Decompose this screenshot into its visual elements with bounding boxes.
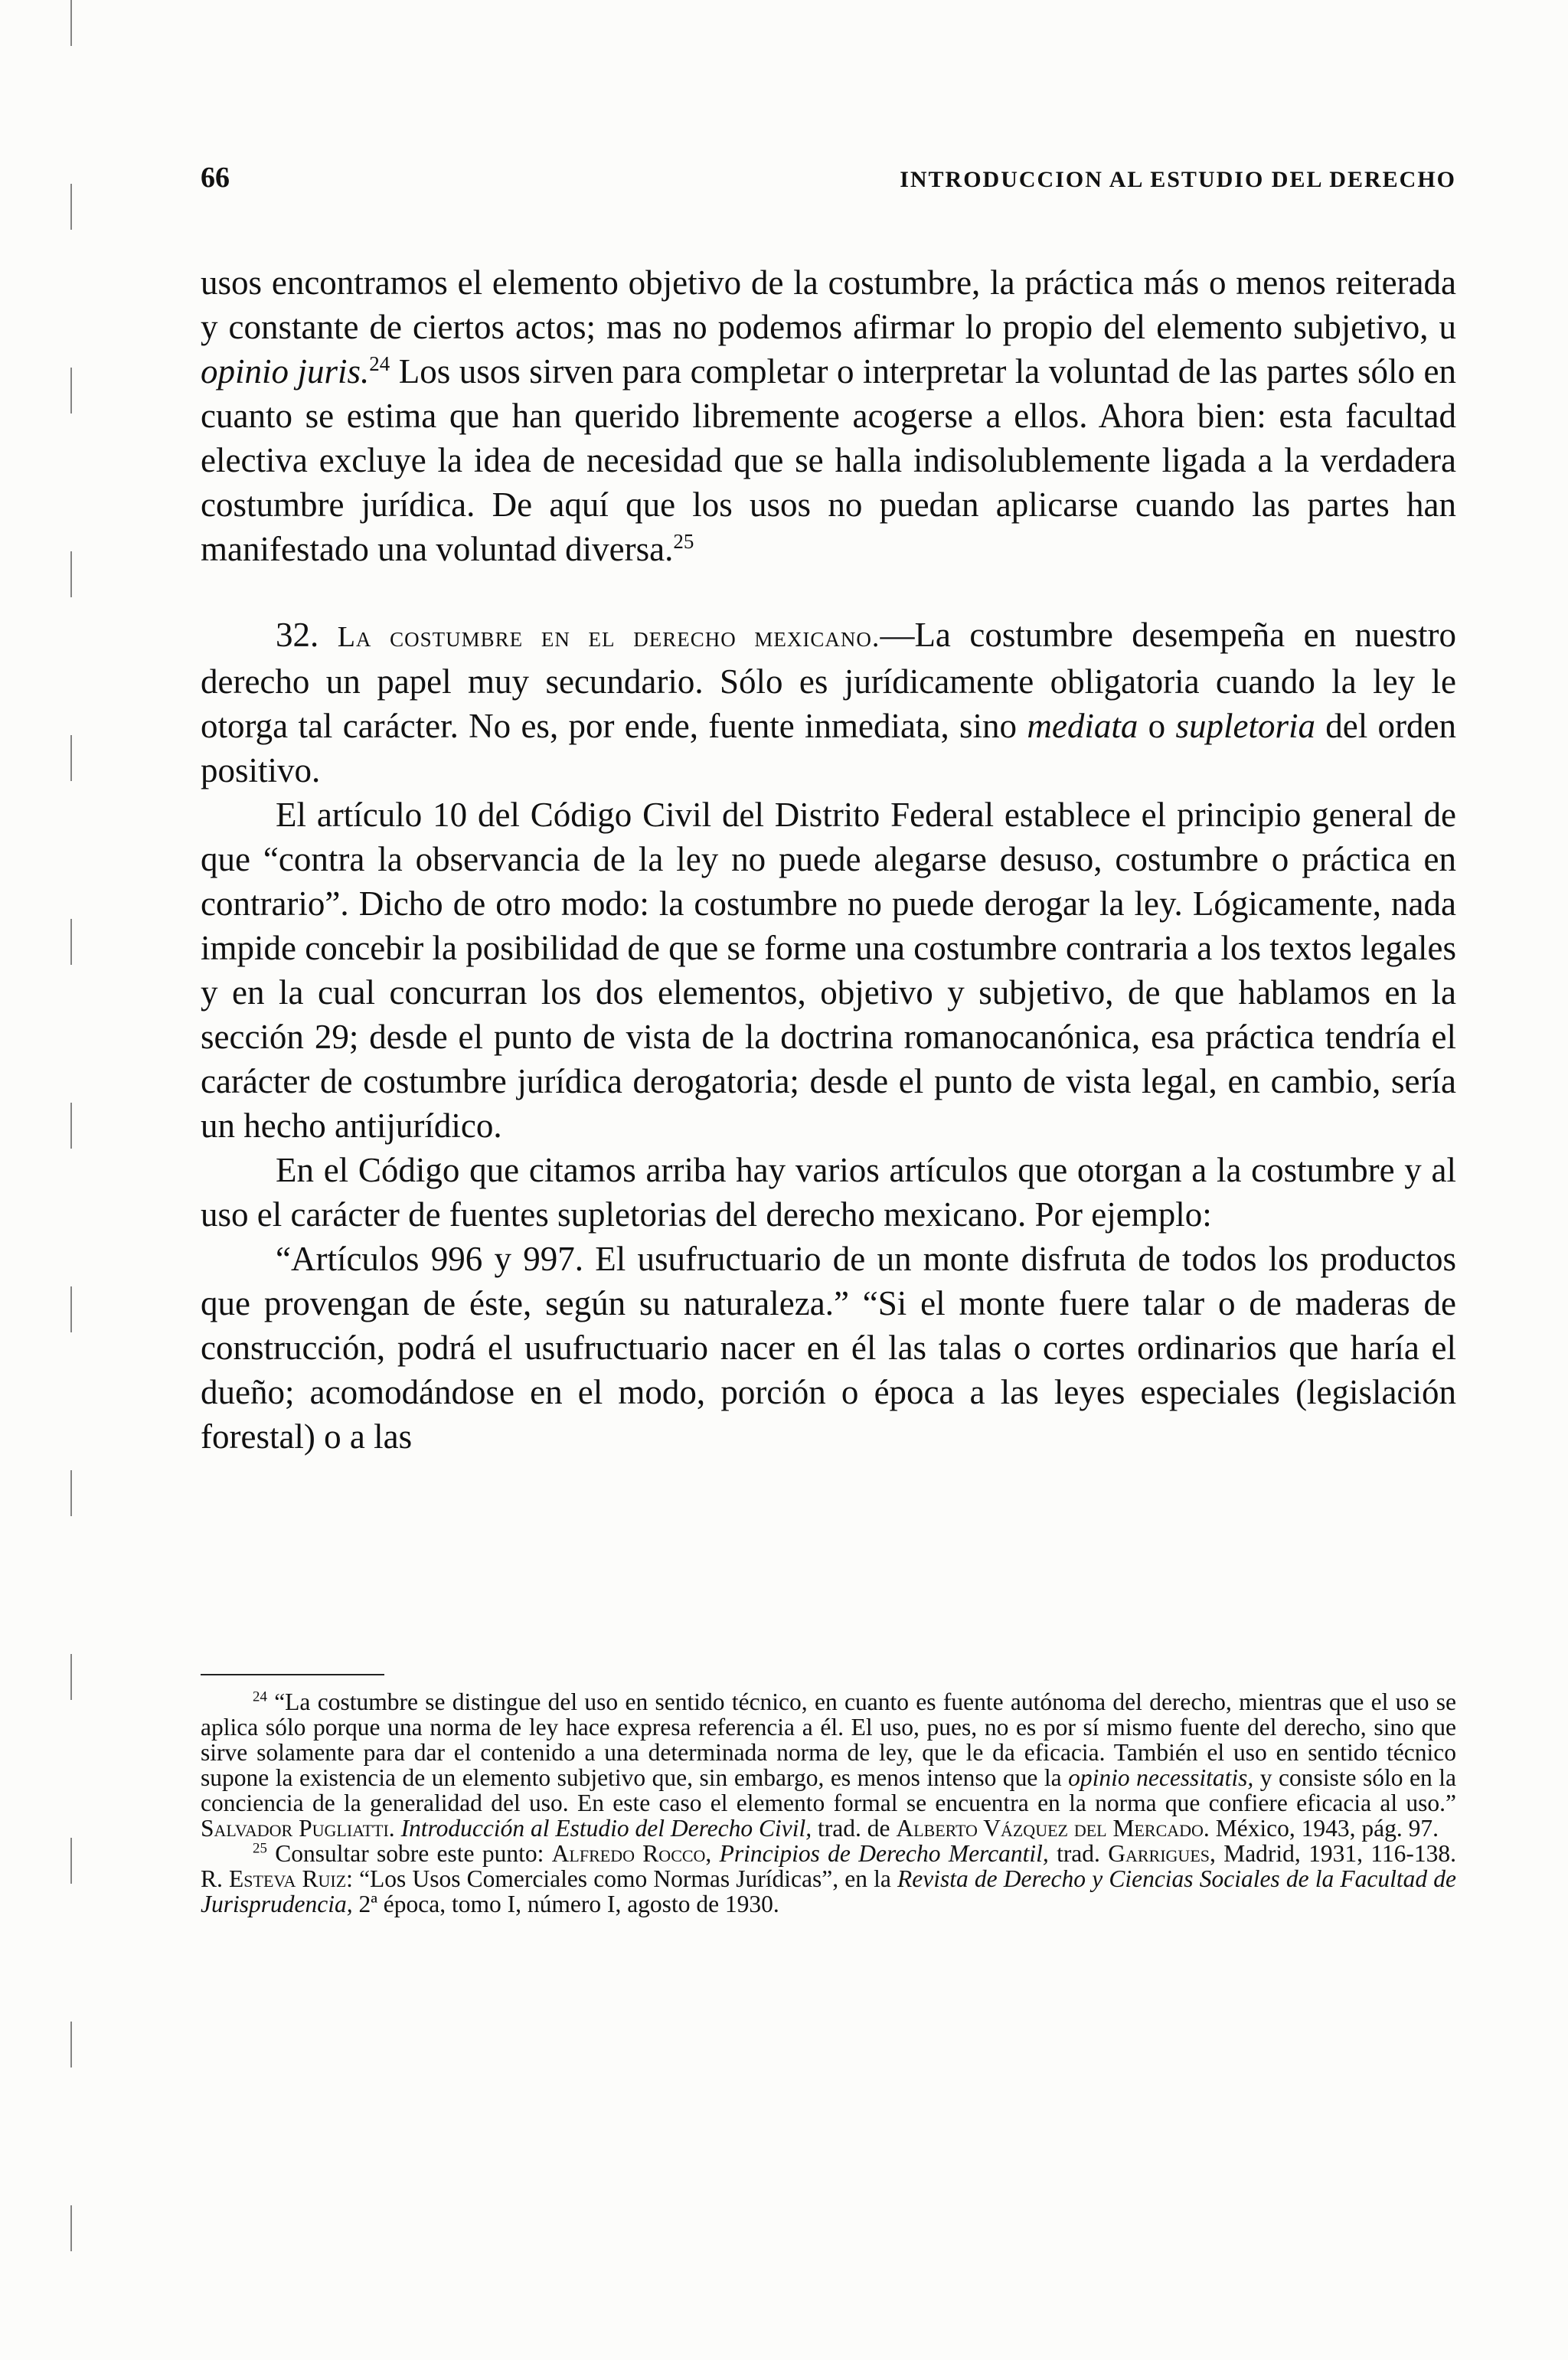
footnote-divider: [201, 1674, 384, 1675]
paragraph-articulo-10: El artículo 10 del Código Civil del Distrito Federal establece el principio general de que “contra la observancia de la ley no puede alegarse desuso, costumbre o práctica en contrario”. Dicho de otro modo: la costumbre no puede derogar la ley. Lógicamente, nada impide concebir la posibilidad de que se forme una costumbre contraria a los textos legales y en la cual concurran los dos elementos, objetivo y subjetivo, de que hablamos en la sección 29; desde el punto de vista de la doctrina romanocanónica, esa práctica tendría el carácter de costumbre jurídica derogatoria; desde el punto de vista legal, en cambio, sería un hecho antijurídico.: [201, 796, 1456, 1145]
section-number: 32.: [276, 616, 338, 654]
footnotes: [201, 1689, 1456, 1917]
scan-margin-marks: [70, 0, 72, 2360]
paragraph-codigo: En el Código que citamos arriba hay varios artículos que otorgan a la costumbre y al uso el carácter de fuentes supletorias del derecho mexicano. Por ejemplo:: [201, 1151, 1456, 1234]
page-header: [201, 161, 1456, 207]
page-number: 66: [201, 162, 230, 194]
paragraph-articulos-quote: “Artículos 996 y 997. El usufructuario de un monte disfruta de todos los productos que provengan de éste, según su naturaleza.” “Si el monte fuere talar o de maderas de construcción, podrá el usufructuario nacer en él las talas o cortes ordinarios que haría el dueño; acomodándose en el modo, porción o época a las leyes especiales (legislación forestal) o a las: [201, 1240, 1456, 1456]
footnote-ref-25: 25: [673, 530, 694, 553]
section-32-paragraph: 32. La costumbre en el derecho mexicano.—La costumbre desempeña en nuestro derecho un papel muy secundario. Sólo es jurídicamente obligatoria cuando la ley le otorga tal carácter. No es, por ende, fuente inmediata, sino mediata o supletoria del orden positivo.: [201, 616, 1457, 789]
footnote-24: $^{24}$ “La costumbre se distingue del uso en sentido técnico, en cuanto es fuente autónoma del derecho, mientras que el uso se aplica sólo porque una norma de ley hace expresa referencia a él. El uso, pues, no es por sí mismo fuente del derecho, sino que sirve solamente para dar el contenido a una determinada norma de ley, que le da eficacia. También el uso en sentido técnico supone la existencia de un elemento subjetivo que, sin embargo, es menos intenso que la opinio necessitatis, y consiste sólo en la conciencia de la generalidad del uso. En este caso el elemento formal se encuentra en la norma que confiere eficacia al uso.” Salvador Pugliatti. Introducción al Estudio del Derecho Civil, trad. de Alberto Vázquez del Mercado. México, 1943, pág. 97.: [201, 1688, 1456, 1842]
paragraph-usos: usos encontramos el elemento objetivo de la costumbre, la práctica más o menos reiterada y constante de ciertos actos; mas no podemos afirmar lo propio del elemento subjetivo, u opinio juris.$^{24}$ Los usos sirven para completar o interpretar la voluntad de las partes sólo en cuanto se estima que han querido libremente acogerse a ellos. Ahora bien: esta facultad electiva excluye la idea de necesidad que se halla indisolublemente ligada a la verdadera costumbre jurídica. De aquí que los usos no puedan aplicarse cuando las partes han manifestado una voluntad diversa.$^{25}$: [201, 263, 1456, 568]
main-text: [201, 260, 1456, 1459]
footnote-ref-24: 24: [369, 352, 390, 375]
running-title: INTRODUCCION AL ESTUDIO DEL DERECHO: [900, 167, 1456, 192]
footnote-25: $^{25}$ Consultar sobre este punto: Alfredo Rocco, Principios de Derecho Mercantil, trad. Garrigues, Madrid, 1931, 116-138. R. Esteva Ruiz: “Los Usos Comerciales como Normas Jurídicas”, en la Revista de Derecho y Ciencias Sociales de la Facultad de Jurisprudencia, 2ª época, tomo I, número I, agosto de 1930.: [201, 1840, 1456, 1917]
section-title: La costumbre en el derecho mexicano.: [337, 621, 880, 653]
